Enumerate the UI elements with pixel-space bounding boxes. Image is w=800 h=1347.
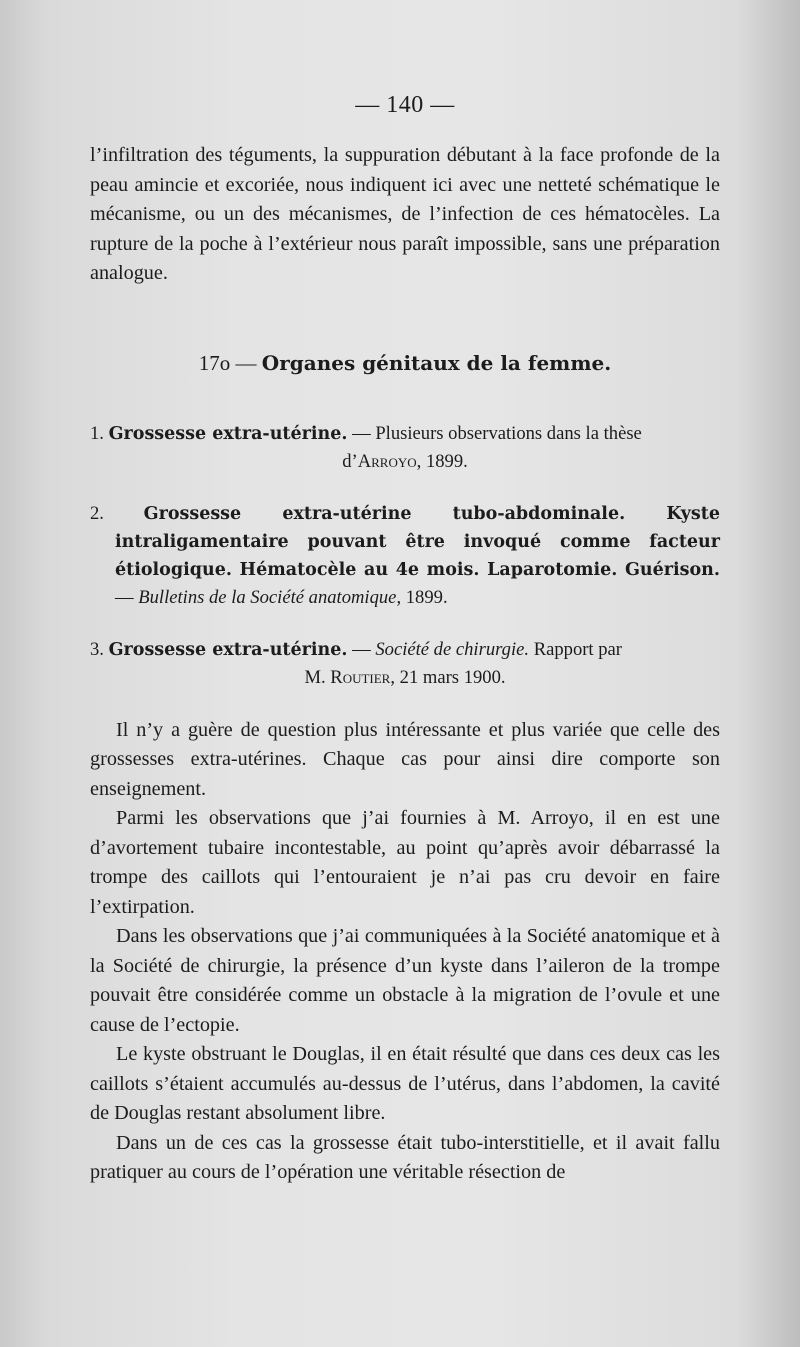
item-number: 1. bbox=[90, 422, 104, 444]
paragraph: Dans un de ces cas la grossesse était tubo-interstitielle, et il avait fallu pratiquer au cours de l’opération une véritable résection de bbox=[90, 1131, 720, 1183]
page-number: — 140 — bbox=[355, 92, 455, 118]
paragraph: Le kyste obstruant le Douglas, il en était résulté que dans ces deux cas les caillots s’étaient accumulés au-dessus de l’utérus, dans l’abdomen, la cavité de Douglas restant absolument libre. bbox=[90, 1043, 720, 1124]
opening-paragraph: l’infiltration des téguments, la suppuration débutant à la face profonde de la peau amincie et excoriée, nous indiquent ici avec une netteté schématique le mécanisme, ou un des mécanismes, de l’infection de ces hématocèles. La rupture de la poche à l’extérieur nous paraît impossible, sans une préparation analogue. bbox=[90, 144, 720, 284]
list-item-2 bbox=[90, 500, 720, 612]
item-citation: Bulletins de la Société anatomique bbox=[138, 586, 397, 608]
item-title: Grossesse extra-utérine. bbox=[108, 639, 348, 660]
item-text: — bbox=[115, 586, 134, 608]
item-year: , 1899. bbox=[396, 586, 448, 608]
item-title: Grossesse extra-utérine. bbox=[108, 423, 348, 444]
item-text: — Plusieurs observations dans la thèse bbox=[347, 422, 642, 444]
reference-date: , 21 mars 1900. bbox=[390, 666, 506, 688]
list-item-3 bbox=[90, 636, 720, 692]
reference-year: , 1899. bbox=[416, 450, 468, 472]
item-citation: Société de chirurgie. bbox=[375, 638, 530, 660]
reference-author: Arroyo bbox=[357, 450, 417, 472]
reference-author: Routier bbox=[330, 666, 391, 688]
list-item-1 bbox=[90, 420, 720, 476]
item-reference bbox=[90, 664, 720, 692]
item-reference bbox=[90, 448, 720, 476]
item-number: 2. bbox=[90, 502, 104, 524]
section-title: Organes génitaux de la femme. bbox=[261, 350, 612, 375]
section-number: 17o — bbox=[198, 350, 257, 375]
paragraph: Parmi les observations que j’ai fournies à M. Arroyo, il en est une d’avortement tubaire incontestable, au point qu’après avoir débarrassé la trompe des caillots qui l’entouraient je n’ai pas cru devoir en faire l’extirpation. bbox=[90, 807, 720, 918]
reference-prefix: M. bbox=[304, 666, 331, 688]
item-number: 3. bbox=[90, 638, 104, 660]
section-heading bbox=[90, 351, 720, 376]
item-text: Rapport par bbox=[529, 638, 622, 660]
paragraph: Il n’y a guère de question plus intéressante et plus variée que celle des grossesses extra-utérines. Chaque cas pour ainsi dire comporte son enseignement. bbox=[90, 718, 720, 800]
item-dash: — bbox=[347, 638, 376, 660]
body-text bbox=[90, 716, 720, 1188]
reference-prefix: d’ bbox=[342, 450, 358, 472]
page bbox=[90, 92, 720, 1188]
paragraph: Dans les observations que j’ai communiquées à la Société anatomique et à la Société de chirurgie, la présence d’un kyste dans l’aileron de la trompe pouvait être considérée comme un obstacle à la migration de l’ovule et une cause de l’ectopie. bbox=[90, 925, 720, 1036]
item-title: Grossesse extra-utérine tubo-abdominale. Kyste intraligamentaire pouvant être invoqué comme facteur étiologique. Hématocèle au 4e mois. Laparotomie. Guérison. bbox=[115, 503, 720, 580]
